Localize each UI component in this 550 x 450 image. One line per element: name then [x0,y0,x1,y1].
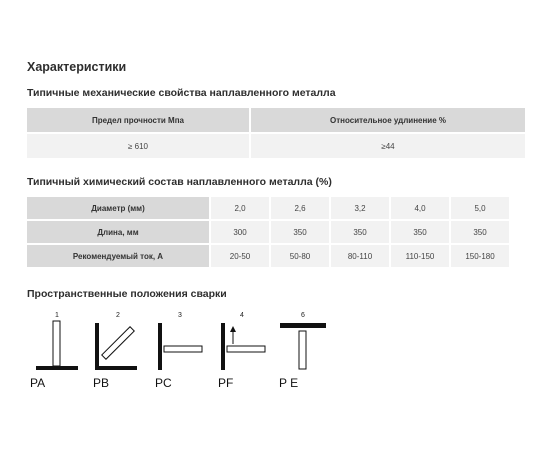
pf-plate-vertical [221,323,225,370]
table-cell: 350 [331,221,389,243]
pb-plate-base [95,366,137,370]
pc-plate-vertical [158,323,162,370]
position-label: PC [155,376,172,390]
table-cell: 2,6 [271,197,329,219]
table-header-cell: Относительное удлинение % [251,108,525,132]
pf-electrode [227,346,265,352]
table-cell: 350 [391,221,449,243]
table-row [27,245,509,267]
table-cell: 350 [451,221,509,243]
position-label: PA [30,376,46,390]
table-cell: 350 [271,221,329,243]
table-cell: 80-110 [331,245,389,267]
pa-plate-vertical [53,321,60,366]
table-cell: 3,2 [331,197,389,219]
positions-title: Пространственные положения сварки [27,288,227,300]
table-row [27,134,525,158]
table-row [27,108,525,132]
table-cell: 300 [211,221,269,243]
position-number: 6 [301,312,305,319]
table-cell: 4,0 [391,197,449,219]
table-cell: 110-150 [391,245,449,267]
position-number: 1 [55,312,59,319]
table-cell: 150-180 [451,245,509,267]
welding-positions-diagram [0,305,550,395]
table-cell: 2,0 [211,197,269,219]
pe-electrode [299,331,306,369]
pe-plate-top [280,323,326,328]
table-cell: 5,0 [451,197,509,219]
mech-table [25,106,527,160]
table-cell: ≥44 [251,134,525,158]
mech-title: Типичные механические свойства наплавленного металла [27,87,336,99]
position-number: 4 [240,312,244,319]
table-cell: ≥ 610 [27,134,249,158]
arrow-head-icon [230,326,236,332]
pb-electrode [102,327,135,360]
chem-title: Типичный химический состав наплавленного металла (%) [27,176,332,188]
table-cell: 20-50 [211,245,269,267]
row-label-diameter: Диаметр (мм) [27,197,209,219]
position-label: PB [93,376,110,390]
position-number: 2 [116,312,120,319]
position-label: PF [218,376,234,390]
pc-electrode [164,346,202,352]
position-number: 3 [178,312,182,319]
table-row [27,221,509,243]
pb-plate-vertical [95,323,99,369]
pa-plate-base [36,366,78,370]
position-label: P E [279,376,299,390]
row-label-length: Длина, мм [27,221,209,243]
chem-table [25,195,511,269]
table-header-cell: Предел прочности Мпа [27,108,249,132]
table-row [27,197,509,219]
table-cell: 50-80 [271,245,329,267]
row-label-current: Рекомендуемый ток, А [27,245,209,267]
section-heading: Характеристики [27,60,127,74]
